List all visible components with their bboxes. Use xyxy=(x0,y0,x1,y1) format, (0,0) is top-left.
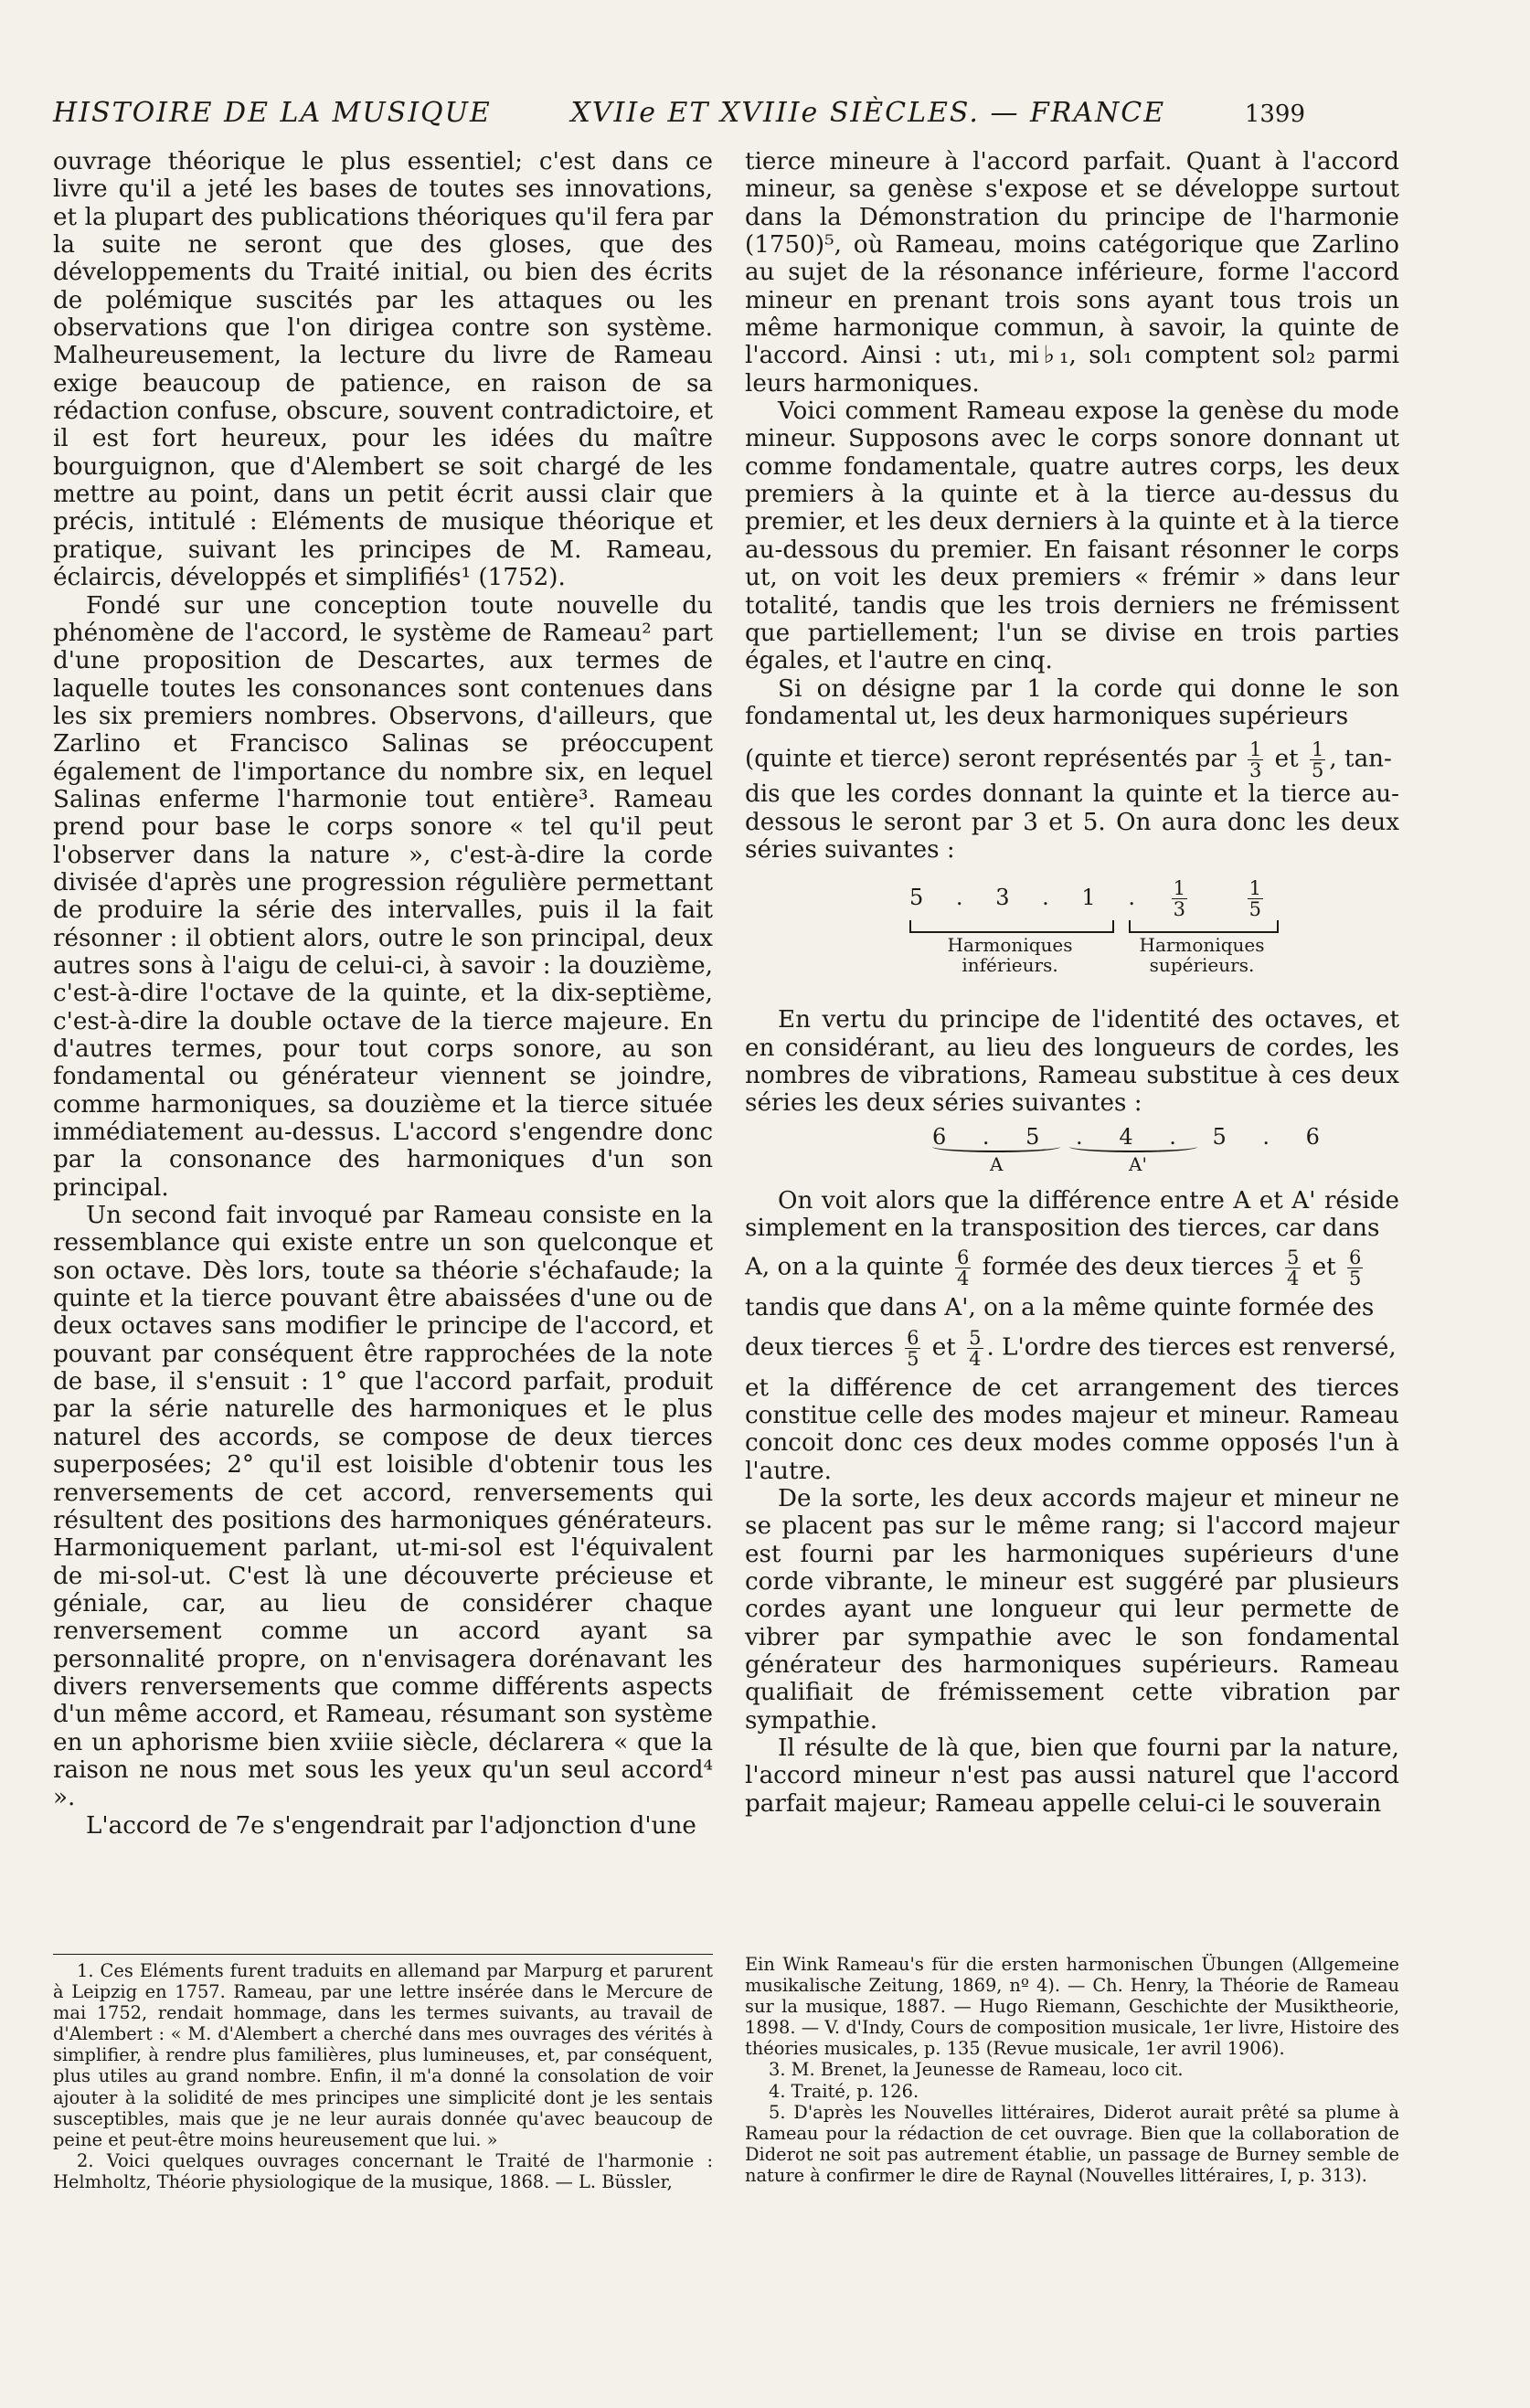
footnote: 4. Traité, p. 126. xyxy=(769,2080,919,2102)
text-fragment: deux tierces xyxy=(745,1333,894,1362)
fraction-one-third xyxy=(1172,878,1187,919)
paragraph-with-fractions xyxy=(745,1328,1399,1369)
series-dot: . xyxy=(955,885,976,911)
denominator: 5 xyxy=(1248,898,1261,921)
paragraph: tierce mineure à l'accord parfait. Quant à l'accord mineur, sa genèse s'expose et se développe surtout dans la Démonstration du principe de l'harmonie (1750)⁵, où Rameau, moins catégorique que Zarlino au sujet de la résonance inférieure, forme l'accord mineur en prenant trois sons ayant tous trois un même harmonique commun, à savoir, la quinte de l'accord. Ainsi : ut₁, mi♭₁, sol₁ comptent sol₂ parmi leurs harmoniques. xyxy=(745,148,1399,398)
paragraph: Si on désigne par 1 la corde qui donne le son fondamental ut, les deux harmoniques supérieurs xyxy=(745,674,1399,730)
denominator: 4 xyxy=(957,1268,970,1290)
series-value: 1 xyxy=(1081,885,1109,911)
paragraph: tandis que dans A', on a la même quinte formée des xyxy=(745,1294,1375,1322)
denominator: 5 xyxy=(907,1347,919,1370)
harmonic-series-diagram xyxy=(745,878,1399,993)
paragraph: Il résulte de là que, bien que fourni par la nature, l'accord mineur n'est pas aussi naturel que l'accord parfait majeur; Rameau appelle celui-ci le souverain xyxy=(745,1734,1399,1818)
numerator: 6 xyxy=(1349,1246,1362,1269)
label-a-prime: A' xyxy=(1129,1152,1147,1175)
paragraph: L'accord de 7e s'engendrait par l'adjonction d'une xyxy=(86,1811,696,1840)
series-values xyxy=(909,878,1267,919)
numerator: 1 xyxy=(1248,877,1261,900)
paragraph: On voit alors que la différence entre A et A' réside simplement en la transposition des tierces, car dans xyxy=(745,1186,1399,1242)
paragraph: Un second fait invoqué par Rameau consiste en la ressemblance qui existe entre un son quelconque et son octave. Dès lors, toute sa théorie s'échafaude; la quinte et la tierce pouvant être abaissées d'une ou de deux octaves sans modifier le principe de l'accord, et pouvant par conséquent être rapprochées de la note de base, il s'ensuit : 1° que l'accord parfait, produit par la série naturelle des harmoniques et le plus naturel des accords, se compose de deux tierces superposées; 2° qu'il est loisible d'obtenir tous les renversements de cet accord, renversements qui résultent des positions des harmoniques générateurs. Harmoniquement parlant, ut-mi-sol est l'équivalent de mi-sol-ut. C'est là une découverte précieuse et géniale, car, au lieu de considérer chaque renversement comme un accord ayant sa personnalité propre, on n'envisagera dorénavant les divers renversements que comme différents aspects d'un même accord, et Rameau, résumant son système en un aphorisme bien xviiie siècle, déclarera « que la raison ne nous met sous les yeux qu'un seul accord⁴ ». xyxy=(53,1202,713,1812)
denominator: 3 xyxy=(1173,898,1185,921)
paragraph: Fondé sur une conception toute nouvelle du phénomène de l'accord, le système de Rameau² part d'une proposition de Descartes, aux termes de laquelle toutes les consonances sont contenues dans les six premiers nombres. Observons, d'ailleurs, que Zarlino et Francisco Salinas se préoccupent également de l'importance du nombre six, en lequel Salinas enferme l'harmonie tout entière³. Rameau prend pour base le corps sonore « tel qu'il peut l'observer dans la nature », c'est-à-dire la corde divisée d'après une progression régulière permettant de produire la série des intervalles, puis il la fait résonner : il obtient alors, outre le son principal, deux autres sons à l'aigu de celui-ci, à savoir : la douzième, c'est-à-dire l'octave de la quinte, et la dix-septième, c'est-à-dire la double octave de la tierce majeure. En d'autres termes, pour tout corps sonore, au son fondamental ou générateur viennent se joindre, comme harmoniques, sa douzième et la tierce située immédiatement au-dessus. L'accord s'engendre donc par la consonance des harmoniques d'un son principal. xyxy=(53,591,713,1202)
numerator: 6 xyxy=(907,1326,919,1349)
caption-line: inférieurs. xyxy=(962,954,1058,977)
fraction-six-fifths xyxy=(1347,1247,1363,1289)
fraction-five-fourths xyxy=(1285,1247,1301,1289)
page-number: 1399 xyxy=(1244,101,1305,128)
vibration-series-diagram xyxy=(745,1123,1399,1178)
fraction-one-fifth xyxy=(1310,739,1325,780)
denominator: 5 xyxy=(1349,1268,1362,1290)
footnote: Ein Wink Rameau's für die ersten harmonischen Übungen (Allgemeine musikalische Zeitung, 1869, nº 4). — Ch. Henry, la Théorie de Rameau sur la musique, 1887. — Hugo Riemann, Geschichte der Musiktheorie, 1898. — V. d'Indy, Cours de composition musicale, 1er livre, Histoire des théories musicales, p. 135 (Revue musicale, 1er avril 1906). xyxy=(745,1954,1399,2060)
denominator: 4 xyxy=(969,1347,982,1370)
numerator: 1 xyxy=(1312,738,1324,761)
label-a: A xyxy=(990,1152,1004,1175)
bracket-upper xyxy=(1129,920,1279,933)
text-fragment: et xyxy=(1312,1253,1336,1281)
text-fragment: A, on a la quinte xyxy=(745,1253,944,1281)
footnote: 1. Ces Eléments furent traduits en allemand par Marpurg et parurent à Leipzig en 1757. Rameau, par une lettre insérée dans le Mercure de mai 1752, rendait hommage, dans les termes suivants, au travail de d'Alembert : « M. d'Alembert a cherché dans mes ouvrages des vérités à simplifier, à rendre plus familières, plus lumineuses, et, par conséquent, plus utiles au grand nombre. Enfin, il m'a donné la consolation de voir ajouter à la solidité de mes principes une simplicité dont je les sentais susceptibles, mais que je ne leur aurais donnée qu'avec beaucoup de peine et peut-être moins heureusement que lui. » xyxy=(53,1960,713,2150)
caption-line: Harmoniques xyxy=(1139,934,1265,957)
denominator: 3 xyxy=(1248,759,1262,782)
series-dot: . xyxy=(1042,885,1062,911)
right-column xyxy=(745,148,1399,1818)
running-header xyxy=(53,97,1305,129)
numerator: 1 xyxy=(1173,877,1185,900)
fraction-five-fourths xyxy=(967,1328,983,1369)
numerator: 1 xyxy=(1248,738,1262,761)
paragraph: ouvrage théorique le plus essentiel; c'est dans ce livre qu'il a jeté les bases de toutes ses innovations, et la plupart des publications théoriques qu'il fera par la suite ne seront que des gloses, que des développements du Traité initial, ou bien des écrits de polémique suscités par les attaques ou les observations que l'on dirigea contre son système. Malheureusement, la lecture du livre de Rameau exige beaucoup de patience, en raison de sa rédaction confuse, obscure, souvent contradictoire, et il est fort heureux, pour les idées du maître bourguignon, que d'Alembert se soit chargé de les mettre au point, dans un petit écrit aussi clair que précis, intitulé : Eléments de musique théorique et pratique, suivant les principes de M. Rameau, éclaircis, développés et simplifiés¹ (1752). xyxy=(53,148,713,592)
footnote: 3. M. Brenet, la Jeunesse de Rameau, loco cit. xyxy=(769,2059,1184,2081)
text-fragment: . L'ordre des tierces est renversé, xyxy=(986,1333,1397,1362)
footnote: 2. Voici quelques ouvrages concernant le Traité de l'harmonie : Helmholtz, Théorie physiologique de la musique, 1868. — L. Büssler, xyxy=(53,2149,713,2192)
paragraph: De la sorte, les deux accords majeur et mineur ne se placent pas sur le même rang; si l'accord majeur est fourni par les harmoniques supérieurs d'une corde vibrante, le mineur est suggéré par plusieurs cordes ayant une longueur qui leur permette de vibrer par sympathie avec le son fondamental générateur des harmoniques supérieurs. Rameau qualifiait de frémissement cette vibration par sympathie. xyxy=(745,1485,1399,1734)
series-dot: . xyxy=(1128,885,1148,911)
fraction-six-fifths xyxy=(905,1328,920,1369)
caption-line: Harmoniques xyxy=(947,934,1073,957)
fraction-six-fourths xyxy=(955,1247,971,1289)
paragraph-with-fractions xyxy=(745,739,1399,780)
paragraph: Voici comment Rameau expose la genèse du mode mineur. Supposons avec le corps sonore donnant ut comme fondamentale, quatre autres corps, les deux premiers à la quinte et à la tierce au-dessus du premier, et les deux derniers à la quinte et à la tierce au-dessous du premier. En faisant résonner le corps ut, on voit les deux premiers « frémir » dans leur totalité, tandis que les trois derniers ne frémissent que partiellement; l'un se divise en trois parties égales, et l'autre en cinq. xyxy=(745,398,1399,675)
footnotes-left xyxy=(53,1954,713,2192)
header-left-title: HISTOIRE DE LA MUSIQUE xyxy=(53,97,492,129)
numerator: 5 xyxy=(1286,1246,1300,1269)
text-fragment: (quinte et tierce) seront représentés par xyxy=(745,745,1237,773)
text-fragment: et xyxy=(931,1333,956,1362)
fraction-one-fifth xyxy=(1248,878,1263,919)
caption-line: supérieurs. xyxy=(1149,954,1255,977)
fraction-one-third xyxy=(1248,739,1263,780)
paragraph: En vertu du principe de l'identité des octaves, et en considérant, au lieu des longueurs de cordes, les nombres de vibrations, Rameau substitue à ces deux séries les deux séries suivantes : xyxy=(745,1006,1399,1118)
series-value: 3 xyxy=(995,885,1023,911)
text-fragment: et xyxy=(1274,745,1299,773)
text-fragment: , tan- xyxy=(1329,745,1392,773)
paragraph: dis que les cordes donnant la quinte et la tierce au-dessous le seront par 3 et 5. On aura donc les deux séries suivantes : xyxy=(745,780,1399,864)
bracket-lower xyxy=(909,920,1114,933)
header-center-title: XVIIe ET XVIIIe SIÈCLES. — FRANCE xyxy=(570,97,1166,129)
caption-lower-harmonics xyxy=(891,935,1129,975)
denominator: 5 xyxy=(1312,759,1324,782)
numerator: 5 xyxy=(969,1326,982,1349)
text-fragment: formée des deux tierces xyxy=(982,1253,1274,1281)
caption-upper-harmonics xyxy=(1101,935,1302,975)
paragraph-with-fractions xyxy=(745,1247,1399,1289)
numerator: 6 xyxy=(957,1246,970,1269)
footnotes-right xyxy=(745,1954,1399,2186)
denominator: 4 xyxy=(1286,1268,1300,1290)
series-value: 5 xyxy=(909,885,937,911)
paragraph: et la différence de cet arrangement des tierces constitue celle des modes majeur et mineur. Rameau concoit donc ces deux modes comme opposés l'un à l'autre. xyxy=(745,1374,1399,1485)
series-values: 6 . 5 . 4 . 5 . 6 xyxy=(932,1123,1334,1150)
footnote: 5. D'après les Nouvelles littéraires, Diderot aurait prêté sa plume à Rameau pour la rédaction de cet ouvrage. Bien que la collaboration de Diderot ne soit pas autrement établie, un passage de Burney semble de nature à confirmer le dire de Raynal (Nouvelles littéraires, I, p. 313). xyxy=(745,2101,1399,2186)
left-column xyxy=(53,148,713,1840)
